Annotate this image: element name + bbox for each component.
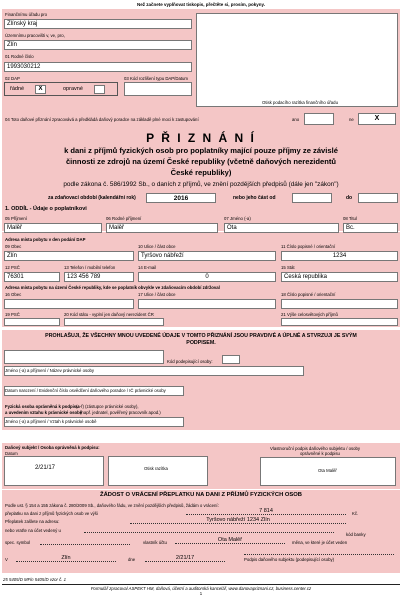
birth-number-label: 01 Rodné číslo [5, 54, 34, 59]
authorized-person-note: (a-f) (zástupce právnické osoby), [76, 404, 139, 409]
residence-heading: Adresa místa pobytu na území České republiky, kde se poplatník obvykle ve zdaňovacím období zdržoval [5, 285, 220, 290]
period-from-label: nebo jeho část od [233, 195, 276, 201]
residence-postcode-label: 19 PSČ [5, 312, 20, 317]
residence-postcode-field[interactable] [4, 318, 60, 326]
email-label: 14 E-mail [138, 265, 157, 270]
declaration-text-2: PODPISEM. [186, 340, 216, 346]
no-label: ne [349, 117, 354, 122]
signer-code-label: Kód podepisující osoby: [167, 359, 213, 364]
spec-symbol-label: spec. symbol [5, 540, 31, 545]
signature-value: Ota Malěř [318, 468, 337, 473]
residence-street-label: 17 Ulice / část obce [138, 292, 176, 297]
world-income-label: 21 Výše celosvětových příjmů [281, 312, 338, 317]
refund-address-label: Přeplatek zašlete na adresu: [5, 519, 60, 524]
regular-label: řádné [10, 86, 25, 92]
stamp-field [108, 456, 208, 486]
residence-house-number-field[interactable] [281, 299, 398, 309]
relation-label: a uvedením vztahu k právnické osobě [5, 410, 83, 415]
first-name-field[interactable]: Ota [224, 223, 339, 233]
world-income-field[interactable] [281, 318, 398, 326]
form-code: 25 5405/D MFin 5405/D vzor č. 1 [3, 577, 67, 582]
street-label: 10 Ulice / část obce [138, 244, 176, 249]
place-field[interactable]: Zlín [16, 555, 116, 562]
office-stamp-box [196, 13, 398, 107]
place-label: V [5, 557, 8, 562]
corrective-label: opravné [63, 86, 83, 92]
refund-signature-label: Podpis daňového subjektu (podepisující osoby) [244, 557, 335, 562]
declaration-text: PROHLAŠUJI, ŽE VŠECHNY MNOU UVEDENÉ ÚDAJE V TOMTO PŘIZNÁNÍ JSOU PRAVDIVÉ A ÚPLNÉ A STVRZUJI JE SVÝM [45, 333, 357, 339]
refund-account-label: nebo vraťte na účet vedený u [5, 528, 61, 533]
form-subtitle-line1: k dani z příjmů fyzických osob pro poplatníky mající pouze příjmy ze závislé [64, 146, 338, 155]
address-heading: Adresa místa pobytu v den podání DAP [5, 237, 86, 242]
residence-house-number-label: 18 Číslo popisné / orientační [281, 292, 336, 297]
stamp-label: Otisk razítka [144, 466, 168, 471]
period-to-field[interactable] [358, 193, 398, 203]
authorized-person-label: Fyzická osoba oprávněná k podpisu [5, 404, 79, 409]
spec-symbol-field[interactable] [40, 540, 130, 545]
country-field[interactable]: Česká republika [281, 272, 398, 282]
signature-subject-label: Daňový subjekt / Osoba oprávněná k podpisu: [5, 445, 100, 450]
relation-name-label: Jméno (-a) a příjmení / Vztah k právnické osobě [5, 419, 97, 424]
municipality-field[interactable]: Zlín [4, 251, 134, 261]
first-name-label: 07 Jméno (-a) [224, 216, 251, 221]
country-label: 15 Stát [281, 265, 295, 270]
office-stamp-label: Otisk podacího razítka finančního úřadu [262, 100, 338, 105]
signer-data-field[interactable] [4, 350, 164, 364]
phone-field[interactable]: 123 456 789 [64, 272, 134, 282]
footer-divider [2, 584, 400, 585]
form-title: P Ř I Z N Á N Í [146, 131, 256, 145]
signature-label-1: Vlastnoruční podpis daňového subjektu / osoby [270, 446, 361, 451]
workplace-label: Územnímu pracovišti v, ve, pro, [5, 33, 65, 38]
refund-address-field[interactable]: Tyršovo nábřeží 1234 Zlín [130, 517, 346, 524]
refund-signature-field[interactable] [244, 550, 394, 555]
dap-type-field[interactable] [124, 82, 192, 96]
regular-checkbox[interactable]: X [35, 85, 46, 94]
currency-label: měna, ve které je účet veden [292, 540, 348, 545]
date-label: Datum [5, 451, 18, 456]
form-subtitle-line2: činnosti ze zdrojů na území České republiky (včetně daňových nerezidentů [65, 157, 337, 166]
instructions-note: Než začnete vyplňovat tiskopis, přečtěte si, prosím, pokyny. [137, 2, 265, 7]
birth-surname-field[interactable]: Malěř [106, 223, 218, 233]
birth-number-field[interactable]: 1993030212 [4, 62, 192, 72]
tax-period-label: za zdaňovací období (kalendářní rok) [48, 195, 136, 201]
email-field[interactable]: 0 [138, 272, 276, 282]
account-owner-field[interactable]: Ota Malěř [175, 537, 285, 544]
surname-label: 05 Příjmení [5, 216, 27, 221]
house-number-field[interactable]: 1234 [281, 251, 398, 261]
signer-code-field[interactable] [222, 355, 240, 364]
tax-period-field[interactable]: 2016 [146, 193, 216, 203]
postcode-label: 12 PSČ [5, 265, 20, 270]
account-owner-label: vlastník účtu [143, 540, 167, 545]
residence-street-field[interactable] [138, 299, 276, 309]
dap-type-label: 03 Kód rozlišení typu DAP/Datum [124, 76, 189, 81]
yes-label: ano [292, 117, 300, 122]
state-code-label: 20 Kód státu - vyplní jen daňový nerezident ČR [64, 312, 154, 317]
refund-amount-label: přeplatku na dani z příjmů fyzických osob ve výši [5, 511, 98, 516]
refund-date-field[interactable]: 2/21/17 [145, 555, 225, 562]
surname-field[interactable]: Malěř [4, 223, 102, 233]
footer-producer: Formulář zpracoval ASPEKT HM, daňová, účetní a auditorská kancelář, www.danovapriznani.cz, business.center.cz [90, 586, 312, 591]
yes-checkbox[interactable] [304, 113, 334, 125]
refund-currency: Kč. [352, 511, 359, 516]
dap-label: 02 DAP [5, 76, 20, 81]
street-field[interactable]: Tyršovo nábřeží [138, 251, 276, 261]
law-reference: podle zákona č. 586/1992 Sb., o daních z příjmů, ve znění pozdějších předpisů (dále jen "zákon") [63, 181, 339, 188]
refund-law-text: Podle ust. § 154 a 155 zákona č. 280/2009 Sb., daňového řádu, ve znění pozdějších předpisů, žádám o vrácení: [5, 503, 219, 508]
postcode-field[interactable]: 76301 [4, 272, 60, 282]
house-number-label: 11 Číslo popisné / orientační [281, 244, 336, 249]
date-on-label: dne [128, 557, 136, 562]
workplace-field[interactable]: Zlín [4, 40, 192, 50]
page-number: 1 [199, 591, 203, 596]
signer-birth-label: Datum narození / Evidenční číslo osvědčení daňového poradce / IČ právnické osoby [5, 388, 166, 393]
residence-municipality-field[interactable] [4, 299, 134, 309]
phone-label: 13 Telefon / mobilní telefon [64, 265, 116, 270]
no-checkbox[interactable]: X [358, 113, 396, 125]
tax-office-field[interactable]: Zlínský kraj [4, 19, 192, 29]
state-code-field[interactable] [64, 318, 164, 326]
refund-heading: ŽÁDOST O VRÁCENÍ PŘEPLATKU NA DANI Z PŘÍJMŮ FYZICKÝCH OSOB [100, 492, 302, 498]
tax-office-label: Finančnímu úřadu pro [5, 12, 48, 17]
birth-surname-label: 06 Rodné příjmení [106, 216, 142, 221]
signer-name-label: Jméno (-a) a příjmení / Název právnické osoby [5, 368, 95, 373]
period-to-label: do [346, 195, 353, 201]
relation-note: (např. jednatel, pověřený pracovník apod.) [80, 410, 161, 415]
form-subtitle-line3: České republiky) [170, 168, 232, 177]
signature-date-field[interactable]: 2/21/17 [4, 456, 104, 486]
section1-heading: 1. ODDÍL - Údaje o poplatníkovi [5, 206, 87, 212]
refund-account-field[interactable] [84, 527, 334, 533]
title-field[interactable]: Bc. [343, 223, 398, 233]
municipality-label: 09 Obec [5, 244, 22, 249]
corrective-checkbox[interactable] [94, 85, 105, 94]
residence-municipality-label: 16 Obec [5, 292, 22, 297]
period-from-field[interactable] [292, 193, 332, 203]
title-label: 08 Titul [343, 216, 357, 221]
signature-label-2: oprávněné k podpisu [300, 451, 340, 456]
tax-advisor-label: 04 Toto daňové přiznání zpracovává a předkládá daňový poradce na základě plné moci k zastupování [5, 117, 199, 122]
bank-code-label: kód banky [346, 532, 366, 537]
refund-amount-field[interactable]: 7 814 [186, 508, 346, 515]
